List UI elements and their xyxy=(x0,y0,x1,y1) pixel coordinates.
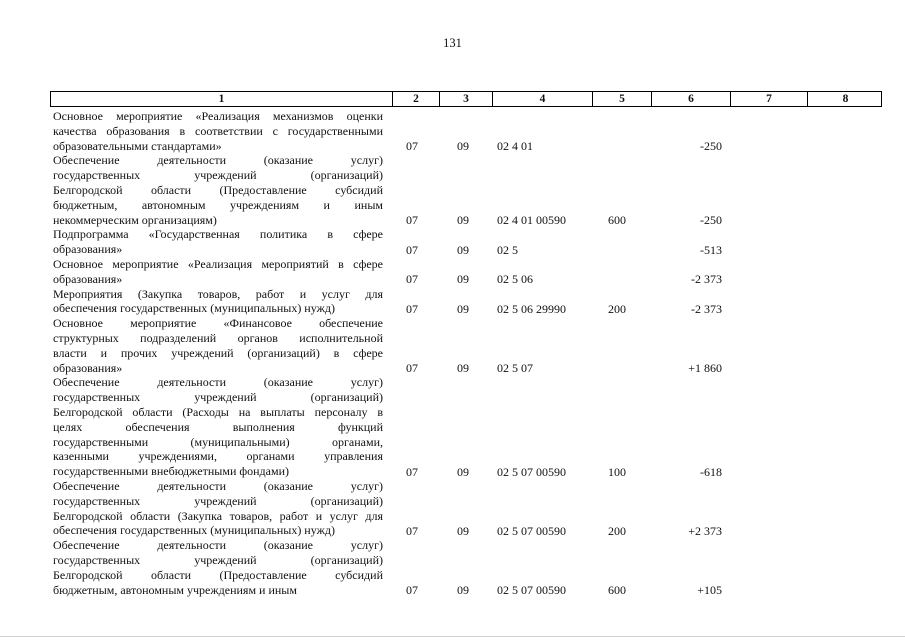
row-cell-c3: 09 xyxy=(457,139,469,154)
row-description-line: государственными внебюджетными фондами) xyxy=(53,464,290,479)
page-bottom-edge xyxy=(0,636,905,637)
row-description xyxy=(53,479,383,538)
row-cell-c2: 07 xyxy=(406,272,418,287)
row-description-line: государственных учреждений (организаций) xyxy=(53,552,383,567)
row-description-line: Обеспечение деятельности (оказание услуг) xyxy=(53,479,383,493)
row-cell-c4: 02 5 07 00590 xyxy=(497,523,566,538)
row-description xyxy=(53,375,383,479)
row-description-line: обеспечения государственных (муниципальных) нужд) xyxy=(53,301,335,316)
row-description-line: качества образования в соответствии с государственными xyxy=(53,123,383,138)
row-description-line: целях обеспечения выполнения функций xyxy=(53,419,383,434)
row-description-line: Основное мероприятие «Финансовое обеспечение xyxy=(53,316,383,331)
row-cell-c6: -513 xyxy=(700,242,722,257)
row-description-line: государственными (муниципальными) органами, xyxy=(53,434,383,449)
header-col-2: 2 xyxy=(392,92,439,106)
row-description-line: обеспечения государственных (муниципальных) нужд) xyxy=(53,523,335,538)
header-col-1: 1 xyxy=(218,93,225,105)
row-cell-c3: 09 xyxy=(457,272,469,287)
row-cell-c2: 07 xyxy=(406,242,418,257)
row-cell-c4: 02 5 xyxy=(497,242,518,257)
row-cell-c5: 600 xyxy=(608,583,626,598)
row-description-line: Белгородской области (Предоставление субсидий xyxy=(53,182,383,197)
row-description-line: бюджетным, автономным учреждениям и иным xyxy=(53,197,383,212)
row-cell-c2: 07 xyxy=(406,139,418,154)
row-cell-c6: -2 373 xyxy=(691,301,722,316)
row-description-line: Белгородской области (Закупка товаров, работ и услуг для xyxy=(53,508,383,523)
row-cell-c4: 02 4 01 xyxy=(497,139,533,154)
row-description xyxy=(53,227,383,257)
row-cell-c6: -618 xyxy=(700,464,722,479)
row-cell-c4: 02 5 07 xyxy=(497,361,533,376)
row-cell-c3: 09 xyxy=(457,242,469,257)
row-description-line: образовательными стандартами» xyxy=(53,138,222,153)
row-cell-c6: -2 373 xyxy=(691,272,722,287)
row-cell-c2: 07 xyxy=(406,361,418,376)
row-description-line: Обеспечение деятельности (оказание услуг) xyxy=(53,153,383,168)
row-cell-c6: -250 xyxy=(700,139,722,154)
row-cell-c3: 09 xyxy=(457,523,469,538)
row-cell-c2: 07 xyxy=(406,464,418,479)
row-cell-c3: 09 xyxy=(457,464,469,479)
row-cell-c5: 600 xyxy=(608,213,626,228)
row-cell-c6: +1 860 xyxy=(688,361,722,376)
row-cell-c4: 02 4 01 00590 xyxy=(497,213,566,228)
row-cell-c4: 02 5 07 00590 xyxy=(497,583,566,598)
row-description-line: некоммерческим организациям) xyxy=(53,212,217,227)
row-description xyxy=(53,153,383,227)
row-description-line: Белгородской области (Расходы на выплаты персоналу в xyxy=(53,404,383,419)
row-cell-c6: +2 373 xyxy=(688,523,722,538)
header-col-4: 4 xyxy=(492,92,592,106)
row-description xyxy=(53,257,383,287)
row-cell-c2: 07 xyxy=(406,213,418,228)
row-description xyxy=(53,538,383,597)
row-description xyxy=(53,109,383,153)
row-description-line: казенными учреждениями, органами управления xyxy=(53,449,383,464)
header-col-6: 6 xyxy=(651,92,730,106)
row-description-line: Обеспечение деятельности (оказание услуг) xyxy=(53,538,383,553)
row-description-line: государственных учреждений (организаций) xyxy=(53,168,383,183)
row-cell-c4: 02 5 06 xyxy=(497,272,533,287)
row-cell-c5: 100 xyxy=(608,464,626,479)
row-description-line: Подпрограмма «Государственная политика в сфере xyxy=(53,227,383,242)
row-cell-c6: +105 xyxy=(697,583,722,598)
row-cell-c3: 09 xyxy=(457,301,469,316)
row-cell-c3: 09 xyxy=(457,361,469,376)
row-description-line: образования» xyxy=(53,242,123,257)
page-number: 131 xyxy=(443,36,462,50)
row-description-line: Основное мероприятие «Реализация механизмов оценки xyxy=(53,109,383,123)
header-col-7: 7 xyxy=(730,92,807,106)
row-cell-c5: 200 xyxy=(608,523,626,538)
row-description-line: структурных подразделений органов исполнительной xyxy=(53,330,383,345)
row-description-line: образования» xyxy=(53,271,123,286)
header-col-3: 3 xyxy=(439,92,492,106)
row-description-line: государственных учреждений (организаций) xyxy=(53,390,383,405)
row-description-line: бюджетным, автономным учреждениям и иным xyxy=(53,582,297,597)
row-description-line: государственных учреждений (организаций) xyxy=(53,493,383,508)
row-description-line: образования» xyxy=(53,360,123,375)
row-cell-c3: 09 xyxy=(457,213,469,228)
row-description-line: Основное мероприятие «Реализация мероприятий в сфере xyxy=(53,257,383,271)
row-cell-c2: 07 xyxy=(406,301,418,316)
row-cell-c3: 09 xyxy=(457,583,469,598)
row-description-line: Белгородской области (Предоставление субсидий xyxy=(53,567,383,582)
row-cell-c6: -250 xyxy=(700,213,722,228)
row-description xyxy=(53,287,383,317)
row-cell-c2: 07 xyxy=(406,583,418,598)
row-description-line: власти и прочих учреждений (организаций) в сфере xyxy=(53,345,383,360)
header-col-8: 8 xyxy=(807,92,883,106)
row-description-line: Мероприятия (Закупка товаров, работ и услуг для xyxy=(53,286,383,301)
row-cell-c4: 02 5 07 00590 xyxy=(497,464,566,479)
row-description-line: Обеспечение деятельности (оказание услуг) xyxy=(53,375,383,390)
header-col-5: 5 xyxy=(592,92,651,106)
row-description xyxy=(53,316,383,375)
row-cell-c2: 07 xyxy=(406,523,418,538)
row-cell-c4: 02 5 06 29990 xyxy=(497,301,566,316)
row-cell-c5: 200 xyxy=(608,301,626,316)
